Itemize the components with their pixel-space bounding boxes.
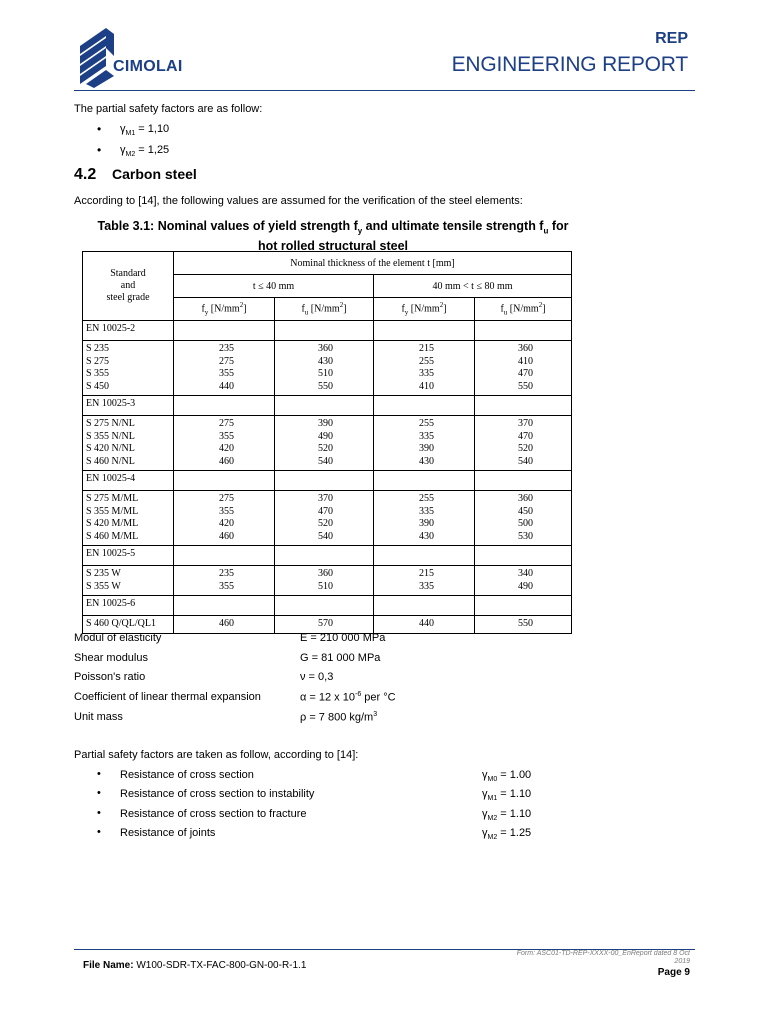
prop-value: E = 210 000 MPa <box>300 632 386 644</box>
prop-value: ν = 0,3 <box>300 671 334 683</box>
empty-cell <box>374 596 475 616</box>
value-cell <box>275 341 374 396</box>
value-cell <box>475 416 572 471</box>
strength-value: 510 <box>318 580 333 592</box>
psf-label: Resistance of cross section to fracture <box>120 808 307 820</box>
factor-value: = 1,10 <box>135 123 170 135</box>
value-sup: -6 <box>354 691 362 698</box>
strength-value: 440 <box>219 380 234 392</box>
header-range-2: 40 mm < t ≤ 80 mm <box>374 275 572 298</box>
factor-value: = 1.00 <box>497 769 532 781</box>
psf-lead: Partial safety factors are taken as follow, according to [14]: <box>74 749 359 761</box>
empty-cell <box>374 546 475 566</box>
file-name <box>83 960 306 971</box>
value-part: α = 12 x 10 <box>300 691 355 704</box>
steel-grade: S 460 M/ML <box>86 530 139 542</box>
caption-part: for <box>548 219 569 233</box>
empty-cell <box>275 396 374 416</box>
empty-cell <box>374 396 475 416</box>
strength-value: 255 <box>419 493 434 504</box>
steel-grade: S 235 W <box>86 568 121 579</box>
empty-cell <box>174 321 275 341</box>
gamma-subscript: M1 <box>125 130 136 138</box>
steel-grade: S 450 <box>86 380 110 392</box>
table-caption <box>78 219 588 254</box>
value-cell <box>374 416 475 471</box>
value-part: ρ = 7 800 kg/m <box>300 711 374 724</box>
strength-value: 490 <box>318 430 333 442</box>
value-cell <box>275 616 374 634</box>
logo-wordmark: CIMOLAI <box>113 58 183 75</box>
empty-cell <box>374 321 475 341</box>
strength-value: 520 <box>318 443 333 454</box>
steel-grade: S 275 M/ML <box>86 493 139 504</box>
col-label: f <box>301 303 305 315</box>
psf-value <box>482 808 531 822</box>
empty-cell <box>275 596 374 616</box>
factor-value: = 1,25 <box>135 144 170 156</box>
strength-value: 215 <box>419 343 434 354</box>
strength-value: 275 <box>219 418 234 429</box>
empty-cell <box>475 396 572 416</box>
empty-cell <box>475 471 572 491</box>
steel-grade: S 460 N/NL <box>86 455 135 467</box>
strength-value: 460 <box>219 530 234 542</box>
gamma-symbol: γ <box>482 788 488 800</box>
strength-value: 550 <box>518 380 533 392</box>
col-label: f <box>500 303 504 315</box>
bullet-dot: • <box>97 122 102 136</box>
file-value: W100-SDR-TX-FAC-800-GN-00-R-1.1 <box>136 960 307 971</box>
col-unit: [N/mm <box>507 303 539 315</box>
caption-sub: u <box>543 226 549 236</box>
strength-value: 460 <box>219 455 234 467</box>
header-thickness: Nominal thickness of the element t [mm] <box>174 252 572 275</box>
psf-label: Resistance of cross section <box>120 769 254 781</box>
psf-bullet-dot: • <box>97 826 101 838</box>
value-cell <box>475 566 572 596</box>
strength-value: 430 <box>419 530 434 542</box>
prop-value: G = 81 000 MPa <box>300 652 381 664</box>
gamma-symbol: γ <box>120 144 126 156</box>
header-fu-2 <box>475 298 572 321</box>
steel-grade: S 420 N/NL <box>86 443 135 454</box>
value-cell <box>174 491 275 546</box>
steel-grade: S 355 <box>86 368 110 379</box>
empty-cell <box>174 596 275 616</box>
table-group-header <box>83 546 572 566</box>
caption-line-2: hot rolled structural steel <box>257 238 409 253</box>
strength-value: 235 <box>219 568 234 579</box>
steel-grade: S 235 <box>86 343 110 354</box>
standard-name: EN 10025-3 <box>83 396 174 416</box>
col-sup: 2 <box>239 301 244 310</box>
header-line: and <box>120 280 136 291</box>
strength-value: 335 <box>419 580 434 592</box>
strength-value: 510 <box>318 368 333 379</box>
gamma-subscript: M2 <box>125 151 136 159</box>
col-sup: 2 <box>439 301 444 310</box>
prop-label: Poisson's ratio <box>74 671 146 683</box>
col-sub: u <box>304 308 309 317</box>
empty-cell <box>275 546 374 566</box>
strength-value: 410 <box>419 380 434 392</box>
strength-value: 410 <box>518 355 533 367</box>
col-label: f <box>201 303 205 315</box>
strength-value: 255 <box>419 418 434 429</box>
value-cell <box>374 491 475 546</box>
strength-value: 360 <box>318 343 333 354</box>
table-group-header <box>83 596 572 616</box>
psf-bullet-dot: • <box>97 768 101 780</box>
strength-value: 235 <box>219 343 234 354</box>
strength-value: 390 <box>419 518 434 529</box>
table-group-header <box>83 396 572 416</box>
file-label: File Name: <box>83 960 137 971</box>
strength-value: 570 <box>318 618 333 629</box>
psf-value <box>482 769 531 783</box>
report-title: ENGINEERING REPORT <box>451 53 688 76</box>
col-sup: 2 <box>538 301 543 310</box>
strength-value: 340 <box>518 568 533 579</box>
factor-value: = 1.25 <box>497 827 532 839</box>
gamma-symbol: γ <box>120 123 126 135</box>
steel-grade: S 355 W <box>86 580 121 592</box>
cimolai-logo <box>78 26 188 88</box>
col-unit: [N/mm <box>208 303 240 315</box>
grade-cell <box>83 416 174 471</box>
header-fy-1 <box>174 298 275 321</box>
table-row <box>83 341 572 396</box>
value-cell <box>374 341 475 396</box>
strength-value: 360 <box>518 493 533 504</box>
prop-label: Modul of elasticity <box>74 632 162 644</box>
factor-value: = 1.10 <box>497 788 532 800</box>
standard-name: EN 10025-2 <box>83 321 174 341</box>
strength-value: 360 <box>518 343 533 354</box>
table-row <box>83 566 572 596</box>
strength-value: 355 <box>219 505 234 517</box>
strength-value: 550 <box>518 618 533 629</box>
steel-grade: S 355 M/ML <box>86 505 139 517</box>
strength-value: 420 <box>219 443 234 454</box>
caption-part: Table 3.1: Nominal values of yield strength f <box>97 219 358 233</box>
gamma-symbol: γ <box>482 827 488 839</box>
table-body <box>83 321 572 634</box>
strength-value: 355 <box>219 430 234 442</box>
header-fy-2 <box>374 298 475 321</box>
value-cell <box>174 416 275 471</box>
report-code: REP <box>655 30 688 47</box>
intro-line: The partial safety factors are as follow: <box>74 103 263 115</box>
header-line: Standard <box>110 268 146 279</box>
factor-value: = 1.10 <box>497 808 532 820</box>
strength-value: 390 <box>419 443 434 454</box>
psf-bullet-dot: • <box>97 787 101 799</box>
section-title: Carbon steel <box>112 166 197 182</box>
strength-value: 355 <box>219 368 234 379</box>
value-cell <box>275 491 374 546</box>
page-number: Page 9 <box>657 967 690 978</box>
value-cell <box>475 616 572 634</box>
psf-label: Resistance of joints <box>120 827 216 839</box>
strength-value: 390 <box>318 418 333 429</box>
strength-value: 540 <box>318 455 333 467</box>
header-range-1: t ≤ 40 mm <box>174 275 374 298</box>
header-fu-1 <box>275 298 374 321</box>
strength-value: 470 <box>518 368 533 379</box>
strength-value: 530 <box>518 530 533 542</box>
empty-cell <box>374 471 475 491</box>
strength-value: 460 <box>219 618 234 629</box>
empty-cell <box>174 546 275 566</box>
col-sup: 2 <box>339 301 344 310</box>
gamma-subscript: M0 <box>487 776 498 784</box>
strength-value: 275 <box>219 355 234 367</box>
prop-value <box>300 711 377 724</box>
col-unit: ] <box>443 303 447 315</box>
prop-label: Shear modulus <box>74 652 148 664</box>
grade-cell <box>83 341 174 396</box>
grade-cell <box>83 616 174 634</box>
gamma-subscript: M1 <box>487 795 498 803</box>
prop-value <box>300 691 396 704</box>
empty-cell <box>475 546 572 566</box>
psf-value <box>482 788 531 802</box>
col-sub: y <box>404 308 409 317</box>
gamma-subscript: M2 <box>487 815 498 823</box>
empty-cell <box>174 396 275 416</box>
empty-cell <box>275 471 374 491</box>
steel-grade: S 275 <box>86 355 110 367</box>
section-number: 4.2 <box>74 166 97 183</box>
prop-label: Unit mass <box>74 711 123 723</box>
form-note-line: 2019 <box>674 958 690 965</box>
strength-value: 255 <box>419 355 434 367</box>
strength-value: 550 <box>318 380 333 392</box>
strength-value: 520 <box>318 518 333 529</box>
strength-value: 275 <box>219 493 234 504</box>
strength-value: 540 <box>518 455 533 467</box>
empty-cell <box>475 596 572 616</box>
grade-cell <box>83 491 174 546</box>
caption-sub: y <box>357 226 363 236</box>
strength-value: 430 <box>419 455 434 467</box>
value-cell <box>475 341 572 396</box>
value-cell <box>374 566 475 596</box>
steel-grade: S 460 Q/QL/QL1 <box>86 618 156 629</box>
value-cell <box>275 566 374 596</box>
strength-value: 215 <box>419 568 434 579</box>
empty-cell <box>174 471 275 491</box>
strength-value: 370 <box>318 493 333 504</box>
value-cell <box>475 491 572 546</box>
strength-value: 360 <box>318 568 333 579</box>
bullet-dot: • <box>97 143 102 157</box>
table-row <box>83 616 572 634</box>
prop-label: Coefficient of linear thermal expansion <box>74 691 261 703</box>
header-standard <box>83 252 174 321</box>
strength-value: 470 <box>318 505 333 517</box>
strength-value: 440 <box>419 618 434 629</box>
standard-name: EN 10025-5 <box>83 546 174 566</box>
col-unit: [N/mm <box>408 303 440 315</box>
psf-bullet-dot: • <box>97 807 101 819</box>
value-cell <box>275 416 374 471</box>
col-unit: ] <box>542 303 546 315</box>
value-cell <box>174 616 275 634</box>
table-row <box>83 491 572 546</box>
strength-value: 335 <box>419 430 434 442</box>
value-cell <box>174 566 275 596</box>
section-lead: According to [14], the following values are assumed for the verification of the steel elements: <box>74 195 523 207</box>
table-row <box>83 416 572 471</box>
standard-name: EN 10025-6 <box>83 596 174 616</box>
psf-value <box>482 827 531 841</box>
col-unit: ] <box>243 303 247 315</box>
header-line: steel grade <box>106 292 150 303</box>
steel-grade: S 275 N/NL <box>86 418 135 429</box>
strength-value: 335 <box>419 505 434 517</box>
table-group-header <box>83 321 572 341</box>
gamma-symbol: γ <box>482 769 488 781</box>
empty-cell <box>475 321 572 341</box>
value-cell <box>374 616 475 634</box>
caption-part: and ultimate tensile strength f <box>362 219 544 233</box>
strength-value: 450 <box>518 505 533 517</box>
value-cell <box>174 341 275 396</box>
gamma-subscript: M2 <box>487 834 498 842</box>
strength-value: 355 <box>219 580 234 592</box>
form-note-line: Form: ASC01-TD-REP-XXXX-00_EnReport dated 8 Oct <box>516 950 690 957</box>
empty-cell <box>275 321 374 341</box>
strength-value: 540 <box>318 530 333 542</box>
gamma-symbol: γ <box>482 808 488 820</box>
strength-value: 430 <box>318 355 333 367</box>
col-label: f <box>401 303 405 315</box>
col-sub: y <box>204 308 209 317</box>
col-sub: u <box>503 308 508 317</box>
form-note <box>480 950 690 966</box>
steel-grade: S 355 N/NL <box>86 430 135 442</box>
strength-value: 470 <box>518 430 533 442</box>
steel-strength-table <box>82 251 572 634</box>
strength-value: 500 <box>518 518 533 529</box>
grade-cell <box>83 566 174 596</box>
value-part: per °C <box>361 691 396 704</box>
strength-value: 490 <box>518 580 533 592</box>
strength-value: 520 <box>518 443 533 454</box>
steel-grade: S 420 M/ML <box>86 518 139 529</box>
value-sup: 3 <box>373 711 378 718</box>
table-group-header <box>83 471 572 491</box>
col-unit: ] <box>343 303 347 315</box>
col-unit: [N/mm <box>308 303 340 315</box>
header-divider <box>74 90 695 91</box>
strength-value: 370 <box>518 418 533 429</box>
strength-value: 335 <box>419 368 434 379</box>
strength-value: 420 <box>219 518 234 529</box>
standard-name: EN 10025-4 <box>83 471 174 491</box>
psf-label: Resistance of cross section to instability <box>120 788 315 800</box>
